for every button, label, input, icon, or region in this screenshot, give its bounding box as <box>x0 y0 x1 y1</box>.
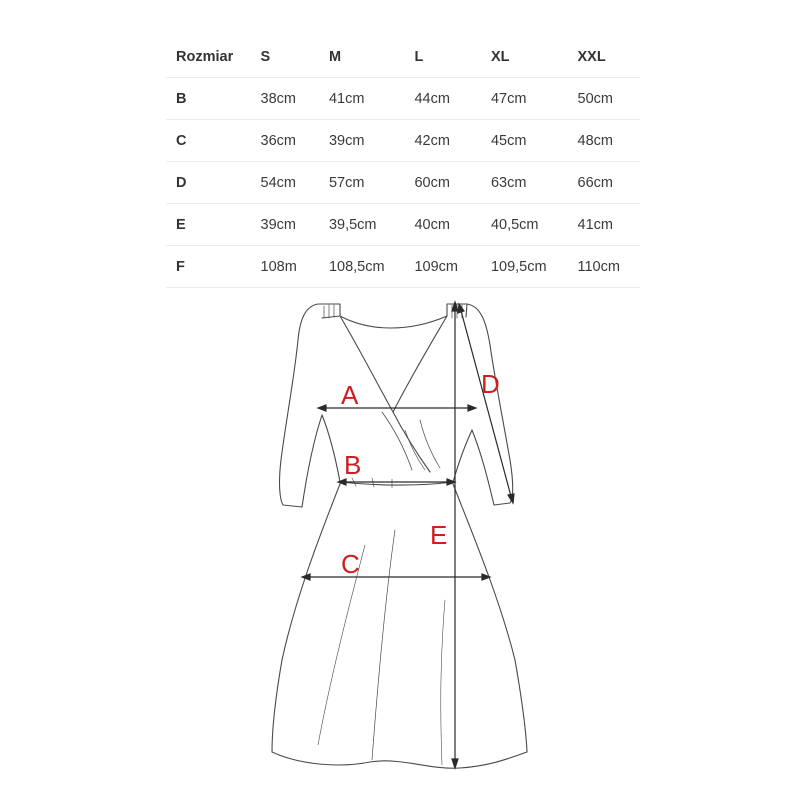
table-cell: 39cm <box>319 120 405 162</box>
wrap-right <box>393 316 447 472</box>
table-cell: 109,5cm <box>481 246 568 288</box>
table-cell: 39,5cm <box>319 204 405 246</box>
skirt-hem <box>272 752 527 768</box>
table-cell: 40,5cm <box>481 204 568 246</box>
table-cell: 54cm <box>251 162 319 204</box>
table-cell: 45cm <box>481 120 568 162</box>
table-cell: 41cm <box>568 204 641 246</box>
table-cell: 50cm <box>568 78 641 120</box>
header-size: Rozmiar <box>166 36 251 78</box>
row-label: C <box>166 120 251 162</box>
table-cell: 66cm <box>568 162 641 204</box>
table-cell: 44cm <box>404 78 480 120</box>
measure-line-d <box>460 307 512 500</box>
marker-label-d: D <box>481 369 500 399</box>
header-s: S <box>251 36 319 78</box>
marker-label-c: C <box>341 549 360 579</box>
table-cell: 47cm <box>481 78 568 120</box>
row-label: F <box>166 246 251 288</box>
table-cell: 108,5cm <box>319 246 405 288</box>
header-m: M <box>319 36 405 78</box>
table-cell: 40cm <box>404 204 480 246</box>
skirt-right <box>453 484 527 752</box>
marker-label-e: E <box>430 520 448 550</box>
marker-label-a: A <box>341 380 359 410</box>
row-label: E <box>166 204 251 246</box>
table-cell: 63cm <box>481 162 568 204</box>
table-cell: 57cm <box>319 162 405 204</box>
bodice-left <box>322 415 340 482</box>
header-xl: XL <box>481 36 568 78</box>
table-cell: 36cm <box>251 120 319 162</box>
table-cell: 48cm <box>568 120 641 162</box>
left-sleeve <box>280 304 322 507</box>
row-label: B <box>166 78 251 120</box>
header-xxl: XXL <box>568 36 641 78</box>
row-label: D <box>166 162 251 204</box>
table-cell: 38cm <box>251 78 319 120</box>
table-cell: 60cm <box>404 162 480 204</box>
table-cell: 42cm <box>404 120 480 162</box>
table-cell: 39cm <box>251 204 319 246</box>
table-cell: 41cm <box>319 78 405 120</box>
table-cell: 109cm <box>404 246 480 288</box>
table-cell: 110cm <box>568 246 641 288</box>
marker-label-b: B <box>344 450 362 480</box>
header-l: L <box>404 36 480 78</box>
skirt-left <box>272 484 340 752</box>
bodice-right <box>453 430 472 482</box>
neckline <box>340 316 447 328</box>
table-cell: 108m <box>251 246 319 288</box>
